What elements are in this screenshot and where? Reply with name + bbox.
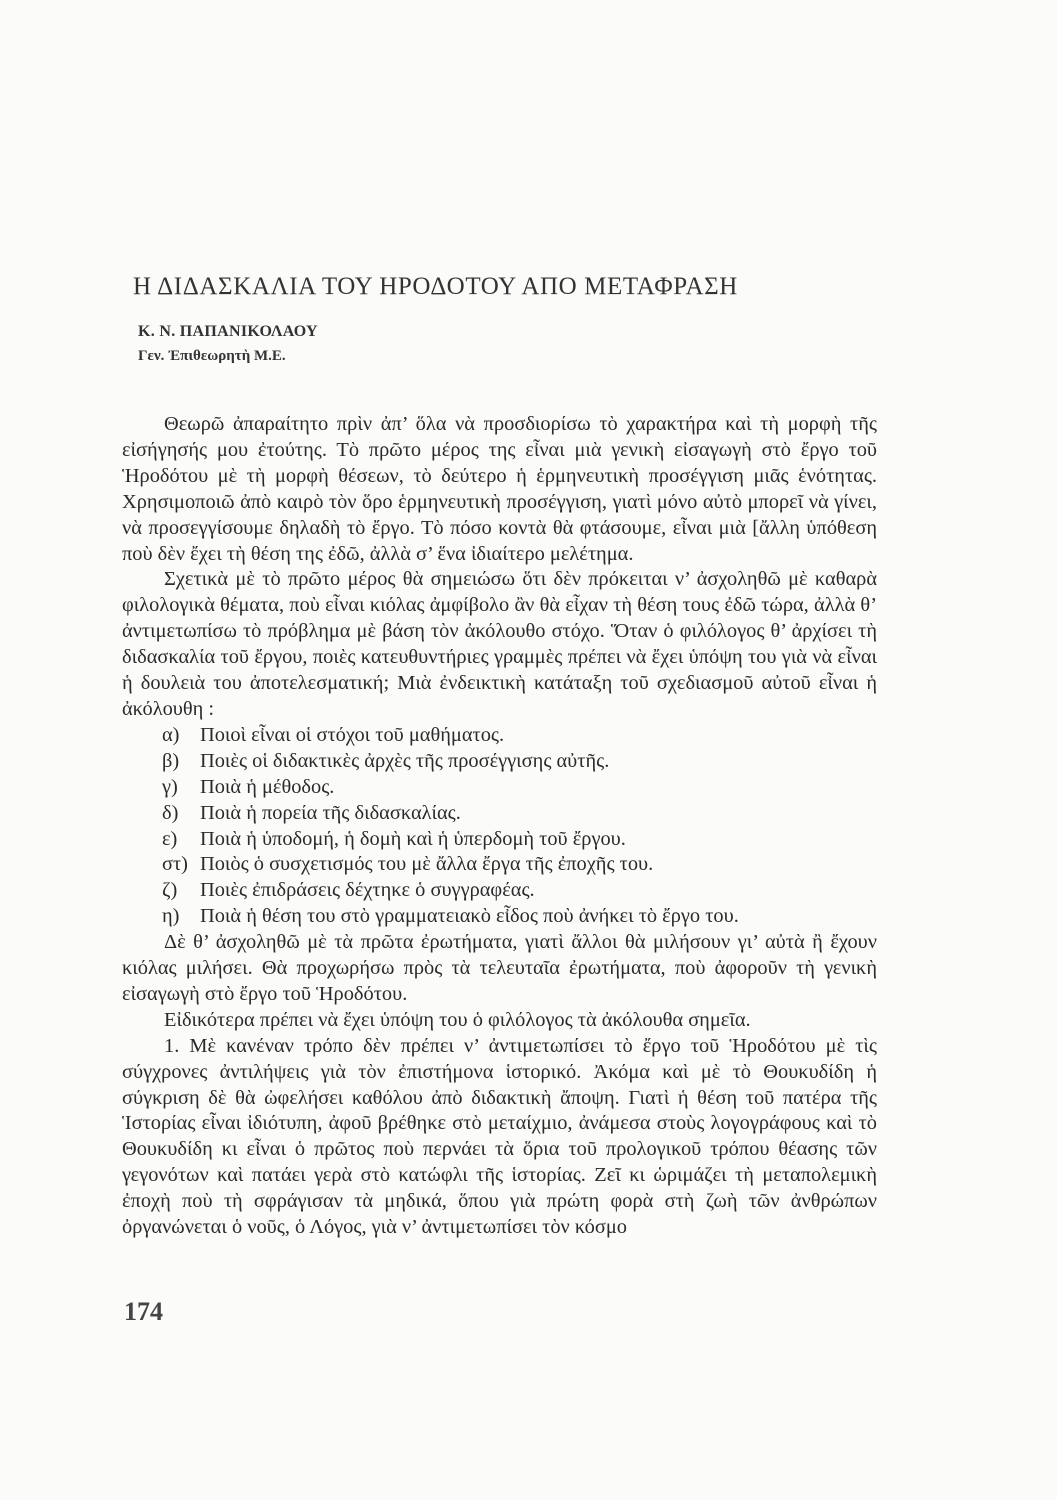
list-item-text: Ποιὸς ὁ συσχετισμός του μὲ ἄλλα ἔργα τῆς ἐποχῆς του. (200, 853, 654, 876)
list-marker: δ) (162, 801, 179, 824)
list-item-text: Ποιὰ ἡ θέση του στὸ γραμματειακὸ εἶδος ποὺ ἀνήκει τὸ ἔργο του. (200, 905, 739, 928)
list-marker: α) (162, 723, 180, 746)
list-item-text: Ποιὰ ἡ ὑποδομή, ἡ δομὴ καὶ ἡ ὑπερδομὴ τοῦ ἔργου. (200, 827, 626, 850)
list-item (162, 904, 877, 930)
list-item-text: Ποιοὶ εἶναι οἱ στόχοι τοῦ μαθήματος. (200, 723, 505, 746)
list-marker: ζ) (162, 879, 178, 902)
page-number: 174 (124, 1297, 163, 1326)
list-item (162, 878, 877, 904)
question-list (122, 723, 877, 930)
author-role: Γεν. Ἐπιθεωρητὴ Μ.Ε. (138, 348, 286, 364)
list-marker: η) (162, 905, 180, 928)
author-name: Κ. Ν. ΠΑΠΑΝΙΚΟΛΑΟΥ (138, 323, 318, 340)
list-item (162, 801, 877, 827)
paragraph: Εἰδικότερα πρέπει νὰ ἔχει ὑπόψη του ὁ φιλόλογος τὰ ἀκόλουθα σημεῖα. (164, 1008, 751, 1031)
list-marker: γ) (162, 775, 178, 798)
list-item (162, 749, 877, 775)
paragraph: Θεωρῶ ἀπαραίτητο πρὶν ἀπ’ ὅλα νὰ προσδιορίσω τὸ χαρακτήρα καὶ τὴ μορφὴ τῆς εἰσήγησής μου ἐτούτης. Τὸ πρῶτο μέρος της εἶναι μιὰ γενικὴ εἰσαγωγὴ στὸ ἔργο τοῦ Ἡροδότου μὲ τὴ μορφὴ θέσεων, τὸ δεύτερο ἡ ἑρμηνευτικὴ προσέγγιση μιᾶς ἑνότητας. Χρησιμοποιῶ ἀπὸ καιρὸ τὸν ὅρο ἑρμηνευτικὴ προσέγγιση, γιατὶ μόνο αὐτὸ μπορεῖ νὰ γίνει, νὰ προσεγγίσουμε δηλαδὴ τὸ ἔργο. Τὸ πόσο κοντὰ θὰ φτάσουμε, εἶναι μιὰ [ἄλλη ὑπόθεση ποὺ δὲν ἔχει τὴ θέση της ἐδῶ, ἀλλὰ σ’ ἕνα ἰδιαίτερο μελέτημα. (122, 413, 877, 565)
list-item-text: Ποιὲς οἱ διδακτικὲς ἀρχὲς τῆς προσέγγισης αὐτῆς. (200, 749, 610, 772)
paragraph: Σχετικὰ μὲ τὸ πρῶτο μέρος θὰ σημειώσω ὅτι δὲν πρόκειται ν’ ἀσχοληθῶ μὲ καθαρὰ φιλολογικὰ θέματα, ποὺ εἶναι κιόλας ἀμφίβολο ἂν θὰ εἶχαν τὴ θέση τους ἐδῶ τώρα, ἀλλὰ θ’ ἀντιμετωπίσω τὸ πρόβλημα μὲ βάση τὸν ἀκόλουθο στόχο. Ὅταν ὁ φιλόλογος θ’ ἀρχίσει τὴ διδασκαλία τοῦ ἔργου, ποιὲς κατευθυντήριες γραμμὲς πρέπει νὰ ἔχει ὑπόψη του γιὰ νὰ εἶναι ἡ δουλειὰ του ἀποτελεσματική; Μιὰ ἐνδεικτικὴ κατάταξη τοῦ σχεδιασμοῦ αὐτοῦ εἶναι ἡ ἀκόλουθη : (122, 568, 877, 720)
article-title: Η ΔΙΔΑΣΚΑΛΙΑ ΤΟΥ ΗΡΟΔΟΤΟΥ ΑΠΟ ΜΕΤΑΦΡΑΣΗ (133, 273, 738, 300)
paragraph: Δὲ θ’ ἀσχοληθῶ μὲ τὰ πρῶτα ἐρωτήματα, γιατὶ ἄλλοι θὰ μιλήσουν γι’ αὐτὰ ἢ ἔχουν κιόλας μιλήσει. Θὰ προχωρήσω πρὸς τὰ τελευταῖα ἐρωτήματα, ποὺ ἀφοροῦν τὴ γενικὴ εἰσαγωγὴ στὸ ἔργο τοῦ Ἡροδότου. (122, 931, 877, 1005)
list-item-text: Ποιὲς ἐπιδράσεις δέχτηκε ὁ συγγραφέας. (200, 879, 535, 902)
list-item-text: Ποιὰ ἡ πορεία τῆς διδασκαλίας. (200, 801, 461, 824)
article-body (122, 412, 877, 1241)
list-item (162, 852, 877, 878)
list-item-text: Ποιὰ ἡ μέθοδος. (200, 775, 335, 798)
list-marker: ε) (162, 827, 178, 850)
list-item (162, 775, 877, 801)
list-marker: στ) (162, 853, 188, 876)
paragraph: 1. Μὲ κανέναν τρόπο δὲν πρέπει ν’ ἀντιμετωπίσει τὸ ἔργο τοῦ Ἡροδότου μὲ τὶς σύγχρονες ἀντιλήψεις γιὰ τὸν ἐπιστήμονα ἱστορικό. Ἀκόμα καὶ μὲ τὸ Θουκυδίδη ἡ σύγκριση δὲ θὰ ὠφελήσει καθόλου ἀπὸ διδακτικὴ ἄποψη. Γιατὶ ἡ θέση τοῦ πατέρα τῆς Ἱστορίας εἶναι ἰδιότυπη, ἀφοῦ βρέθηκε στὸ μεταίχμιο, ἀνάμεσα στοὺς λογογράφους καὶ τὸ Θουκυδίδη κι εἶναι ὁ πρῶτος ποὺ περνάει τὰ ὅρια τοῦ προλογικοῦ τρόπου θέασης τῶν γεγονότων καὶ πατάει γερὰ στὸ κατώφλι τῆς ἱστορίας. Ζεῖ κι ὡριμάζει τὴ μεταπολεμικὴ ἐποχὴ ποὺ τὴ σφράγισαν τὰ μηδικά, ὅπου γιὰ πρώτη φορὰ στὴ ζωὴ τῶν ἀνθρώπων ὀργανώνεται ὁ νοῦς, ὁ Λόγος, γιὰ ν’ ἀντιμετωπίσει τὸν κόσμο (122, 1034, 877, 1239)
list-item (162, 827, 877, 853)
list-marker: β) (162, 749, 180, 772)
list-item (162, 723, 877, 749)
